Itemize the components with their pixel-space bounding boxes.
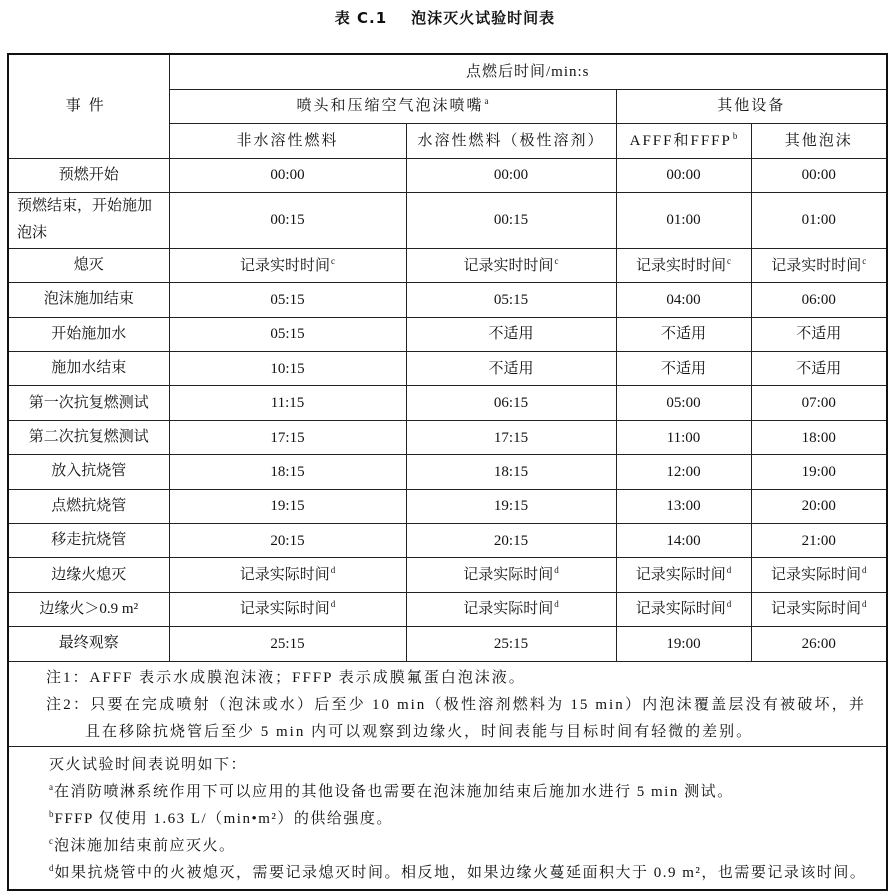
time-cell: 26:00 — [751, 627, 887, 661]
time-value: 记录实际时间 — [771, 601, 862, 618]
footnote-mark: b — [732, 130, 738, 141]
time-cell: 18:15 — [406, 455, 616, 489]
event-cell — [8, 158, 169, 192]
time-cell: 06:00 — [751, 283, 887, 317]
footnote-c — [49, 833, 866, 860]
table-row — [8, 627, 887, 661]
column-header-label: AFFF和FFFP — [629, 132, 732, 149]
time-cell: 17:15 — [406, 420, 616, 454]
event-cell — [8, 317, 169, 351]
time-cell: 00:00 — [406, 158, 616, 192]
time-cell: 00:00 — [751, 158, 887, 192]
time-cell: 20:00 — [751, 489, 887, 523]
group-header-label: 喷头和压缩空气泡沫喷嘴 — [296, 98, 484, 114]
time-value: 记录实时时间 — [771, 257, 862, 274]
event-label: 熄灭 — [73, 257, 104, 274]
group-header-nozzles — [169, 89, 616, 123]
table-row — [8, 524, 887, 558]
table-row — [8, 489, 887, 523]
footnote-mark: d — [49, 862, 54, 873]
footnote-mark: c — [554, 255, 559, 266]
time-cell: 05:15 — [169, 317, 406, 351]
footnote-text: 泡沫施加结束前应灭火。 — [54, 837, 236, 854]
event-cell — [8, 248, 169, 282]
footnote-mark: d — [726, 565, 732, 576]
time-cell — [169, 248, 406, 282]
event-cell — [8, 420, 169, 454]
event-cell — [8, 489, 169, 523]
time-cell: 18:00 — [751, 420, 887, 454]
time-value: 记录实际时间 — [463, 567, 554, 584]
column-header-afff-fffp — [616, 123, 751, 158]
time-cell: 18:15 — [169, 455, 406, 489]
time-cell: 不适用 — [751, 352, 887, 386]
event-label: 预燃结束，开始施加泡沫 — [17, 198, 153, 242]
footnote-mark: d — [330, 599, 336, 610]
footnote-mark: d — [862, 599, 867, 610]
time-value: 记录实际时间 — [635, 601, 726, 618]
time-cell: 05:15 — [406, 283, 616, 317]
time-cell: 17:15 — [169, 420, 406, 454]
table-row — [8, 558, 887, 592]
time-cell: 05:15 — [169, 283, 406, 317]
event-label: 放入抗烧管 — [51, 463, 127, 480]
time-value: 记录实际时间 — [635, 567, 726, 584]
event-column-header: 事件 — [8, 54, 169, 158]
note-label: 注1： — [46, 669, 90, 686]
time-value: 记录实际时间 — [463, 601, 554, 618]
time-cell: 20:15 — [406, 524, 616, 558]
time-cell — [169, 592, 406, 626]
footnote-mark: a — [484, 96, 489, 106]
fire-test-timetable — [7, 53, 888, 891]
column-header-other-foam: 其他泡沫 — [751, 123, 887, 158]
time-cell: 不适用 — [406, 317, 616, 351]
time-cell — [406, 592, 616, 626]
footnote-mark: c — [331, 255, 335, 266]
time-cell: 04:00 — [616, 283, 751, 317]
time-cell — [169, 558, 406, 592]
footnote-mark: d — [330, 565, 336, 576]
footnote-text: 在消防喷淋系统作用下可以应用的其他设备也需要在泡沫施加结束后施加水进行 5 min 测试。 — [54, 783, 734, 800]
event-cell — [8, 283, 169, 317]
time-value: 记录实际时间 — [239, 601, 330, 618]
time-cell: 14:00 — [616, 524, 751, 558]
time-cell: 06:15 — [406, 386, 616, 420]
time-cell: 00:00 — [169, 158, 406, 192]
event-cell — [8, 524, 169, 558]
time-cell — [751, 558, 887, 592]
event-label: 开始施加水 — [51, 325, 127, 342]
event-cell — [8, 455, 169, 489]
time-cell — [751, 592, 887, 626]
footnote-mark: b — [49, 808, 54, 819]
table-row — [8, 592, 887, 626]
note-1 — [9, 665, 866, 692]
footnote-mark: d — [554, 599, 559, 610]
time-cell: 25:15 — [169, 627, 406, 661]
explanation-row — [8, 746, 887, 890]
note-label: 注2： — [46, 696, 91, 713]
footnote-mark: d — [554, 565, 559, 576]
time-value: 记录实际时间 — [239, 567, 330, 584]
table-name: 泡沫灭火试验时间表 — [411, 9, 556, 27]
time-cell: 00:00 — [616, 158, 751, 192]
time-cell: 00:15 — [406, 192, 616, 248]
table-row — [8, 455, 887, 489]
time-cell: 07:00 — [751, 386, 887, 420]
time-cell: 25:15 — [406, 627, 616, 661]
event-cell — [8, 627, 169, 661]
time-cell: 不适用 — [616, 317, 751, 351]
table-row — [8, 248, 887, 282]
table-title — [0, 7, 890, 29]
footnote-b — [49, 806, 866, 833]
time-cell — [616, 558, 751, 592]
event-cell — [8, 192, 169, 248]
event-label: 泡沫施加结束 — [43, 291, 134, 308]
time-cell: 19:15 — [406, 489, 616, 523]
time-cell: 11:15 — [169, 386, 406, 420]
footnote-mark: d — [726, 599, 732, 610]
event-cell — [8, 558, 169, 592]
event-cell — [8, 352, 169, 386]
column-header-non-water-soluble-fuel: 非水溶性燃料 — [169, 123, 406, 158]
footnote-d — [49, 860, 866, 887]
time-cell: 12:00 — [616, 455, 751, 489]
note-text: AFFF 表示水成膜泡沫液；FFFP 表示成膜氟蛋白泡沫液。 — [89, 669, 526, 686]
time-cell: 21:00 — [751, 524, 887, 558]
note-text: 只要在完成喷射（泡沫或水）后至少 10 min（极性溶剂燃料为 15 min）内泡沫覆盖层没有被破坏，并且在移除抗烧管后至少 5 min 内可以观察到边缘火，时间表能与目标时间有轻微的差别。 — [85, 696, 867, 740]
table-row — [8, 420, 887, 454]
time-cell: 不适用 — [616, 352, 751, 386]
footnote-a — [49, 779, 866, 806]
event-label: 移走抗烧管 — [51, 532, 127, 549]
footnote-mark: d — [862, 565, 867, 576]
explanation-heading: 灭火试验时间表说明如下： — [49, 756, 248, 773]
time-value: 记录实时时间 — [239, 257, 330, 274]
table-row — [8, 317, 887, 351]
event-label: 点燃抗烧管 — [51, 497, 127, 514]
column-header-water-soluble-fuel: 水溶性燃料（极性溶剂） — [406, 123, 616, 158]
time-value: 记录实际时间 — [771, 567, 862, 584]
event-cell — [8, 592, 169, 626]
time-cell: 01:00 — [751, 192, 887, 248]
time-cell — [406, 558, 616, 592]
time-value: 记录实时时间 — [635, 257, 726, 274]
table-row — [8, 352, 887, 386]
time-cell — [406, 248, 616, 282]
footnote-text: FFFP 仅使用 1.63 L/（min•m²）的供给强度。 — [54, 810, 393, 827]
time-cell: 01:00 — [616, 192, 751, 248]
event-label: 第二次抗复燃测试 — [28, 429, 149, 446]
table-row — [8, 386, 887, 420]
table-row — [8, 192, 887, 248]
time-cell: 00:15 — [169, 192, 406, 248]
time-after-ignition-header: 点燃后时间/min:s — [169, 54, 887, 89]
event-label: 最终观察 — [58, 635, 119, 652]
footnote-mark: c — [862, 255, 867, 266]
time-cell: 19:15 — [169, 489, 406, 523]
group-header-other-equipment: 其他设备 — [616, 89, 887, 123]
time-cell: 19:00 — [751, 455, 887, 489]
event-label: 施加水结束 — [51, 360, 127, 377]
table-number: 表 C.1 — [334, 9, 388, 27]
time-cell: 10:15 — [169, 352, 406, 386]
time-cell: 20:15 — [169, 524, 406, 558]
table-row — [8, 283, 887, 317]
footnote-text: 如果抗烧管中的火被熄灭，需要记录熄灭时间。相反地，如果边缘火蔓延面积大于 0.9 m²，也需要记录该时间。 — [54, 864, 867, 881]
table-row — [8, 158, 887, 192]
time-cell — [751, 248, 887, 282]
time-cell — [616, 248, 751, 282]
header-row — [8, 54, 887, 89]
footnote-mark: c — [727, 255, 731, 266]
time-cell: 11:00 — [616, 420, 751, 454]
event-label: 第一次抗复燃测试 — [28, 394, 149, 411]
time-cell: 19:00 — [616, 627, 751, 661]
event-label: 预燃开始 — [58, 166, 119, 183]
time-cell: 不适用 — [751, 317, 887, 351]
footnote-mark: a — [49, 781, 53, 792]
explanation-cell — [8, 746, 887, 890]
event-label: 边缘火＞0.9 m² — [39, 600, 139, 617]
time-cell: 05:00 — [616, 386, 751, 420]
time-cell — [616, 592, 751, 626]
event-cell — [8, 386, 169, 420]
notes-row — [8, 661, 887, 746]
event-label: 边缘火熄灭 — [51, 566, 127, 583]
time-cell: 13:00 — [616, 489, 751, 523]
time-value: 记录实时时间 — [463, 257, 554, 274]
time-cell: 不适用 — [406, 352, 616, 386]
note-2 — [9, 692, 866, 746]
notes-cell — [8, 661, 887, 746]
footnote-mark: c — [49, 835, 53, 846]
